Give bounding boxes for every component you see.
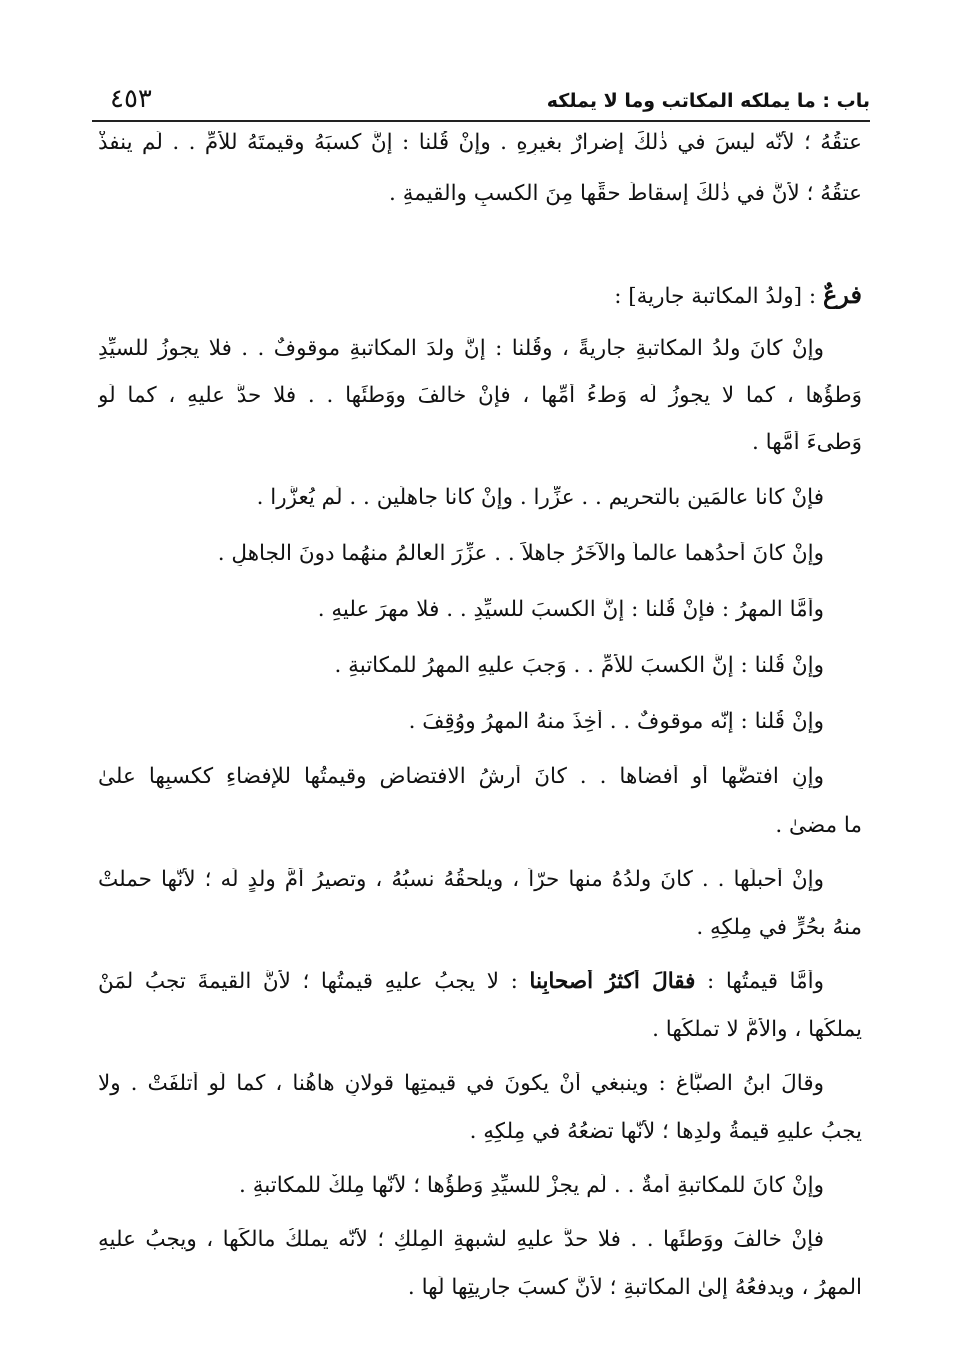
text-run: وأمَّا قيمتُها : bbox=[695, 970, 824, 994]
text-line: يملكُها ، والأمُّ لا تملكُها . bbox=[652, 1018, 862, 1042]
text-line: عتقُهُ ؛ لأنَّ في ذٰلكَ إسقاطَ حقِّها مِنَ الكسبِ والقيمةِ . bbox=[389, 182, 862, 206]
text-line: وإنْ قُلنا : إنَّ الكسبَ للأمِّ . . وَجبَ عليهِ المهرُ للمكاتبةِ . bbox=[334, 654, 824, 678]
text-line: فإنْ كانا عالمَينِ بالتحريمِ . . عزِّرا . وإنْ كانا جاهلَينِ . . لَم يُعزَّرا . bbox=[256, 486, 824, 510]
section-heading bbox=[98, 282, 862, 309]
text-run-bold: فقالَ أكثرُ أصحابِنا bbox=[529, 970, 696, 994]
running-title: باب : ما يملكه المكاتب وما لا يملكه bbox=[546, 90, 870, 112]
section-title: : [ولدُ المكاتبة جارية] : bbox=[614, 284, 823, 309]
text-line: وإنْ كانَ ولدُ المكاتبةِ جاريةً ، وقُلنا : إنَّ ولدَ المكاتبةِ موقوفٌ . . فلا يجوزُ للسيِّدِ bbox=[98, 337, 824, 361]
text-run: : لا يجبُ عليهِ قيمتُها ؛ لأنَّ القيمةَ تجبُ لمَنْ bbox=[98, 970, 530, 994]
text-line: وَطؤُها ، كما لا يجوزُ لَه وَطءُ أُمِّها ، فإنْ خالفَ ووَطئَها . . فلا حدَّ عليهِ ، كما لَو bbox=[98, 384, 862, 408]
text-line: وإنْ كانَ أحدُهما عالماً والآخَرُ جاهلاً . . عزِّرَ العالمُ منهُما دونَ الجاهلِ . bbox=[217, 542, 824, 566]
text-line: ما مضىٰ . bbox=[775, 814, 862, 838]
text-line: عتقُهُ ؛ لأنَّه ليسَ في ذٰلكَ إضرارٌ بغيرِهِ . وإنْ قُلنا : إنَّ كسبَهُ وقيمتَهُ للأمِّ . . لَم ينفذْ bbox=[98, 131, 862, 155]
text-line: منهُ بحُرٍّ في مِلكِهِ . bbox=[696, 916, 862, 940]
text-line bbox=[98, 970, 824, 994]
text-line: وأمَّا المهرُ : فإنْ قُلنا : إنَّ الكسبَ للسيِّدِ . . فلا مهرَ عليهِ . bbox=[317, 598, 824, 622]
text-line: المهرُ ، ويدفعُهُ إلىٰ المكاتبةِ ؛ لأنَّ كسبَ جاريتِها لَها . bbox=[407, 1276, 862, 1300]
text-line: وقالَ ابنُ الصبَّاغِ : وينبغي أنْ يكونَ في قيمتِها قولانِ هاهُنا ، كما لَو أُتلفَتْ . ولا bbox=[98, 1072, 824, 1096]
text-line: وإنْ كانَ للمكاتبةِ أمةٌ . . لَم يجزْ للسيِّدِ وَطؤُها ؛ لأنَّها مِلكٌ للمكاتبةِ . bbox=[239, 1174, 824, 1198]
page-number: ٤٥٣ bbox=[110, 84, 152, 114]
text-line: وإنْ قُلنا : إنَّه موقوفٌ . . أُخِذَ منهُ المهرُ ووُقِفَ . bbox=[408, 710, 824, 734]
text-line: يجبُ عليهِ قيمةُ ولدِها ؛ لأنَّها تضعُهُ في مِلكِهِ . bbox=[469, 1120, 862, 1144]
text-line: فإنْ خالفَ ووَطئَها . . فلا حدَّ عليهِ لشبهةِ المِلكِ ؛ لأنَّه يملكُ مالكَها ، ويجبُ عليهِ bbox=[98, 1228, 824, 1252]
text-line: وَطىءَ أُمَّها . bbox=[752, 431, 862, 455]
section-label: فرعٌ bbox=[822, 282, 862, 309]
page-header bbox=[92, 84, 870, 122]
text-line: وإنِ افتضَّها أو أفضاها . . كانَ أرشُ الافتضاضِ وقيمتُها للإفضاءِ ككسبِها علىٰ bbox=[98, 765, 824, 789]
text-line: وإنْ أحبلَها . . كانَ ولدُهُ منها حرّاً ، ويلحقُهُ نسبُهُ ، وتصيرُ أُمَّ ولدٍ لَه ؛ لأنَّها حملتْ bbox=[98, 868, 824, 892]
